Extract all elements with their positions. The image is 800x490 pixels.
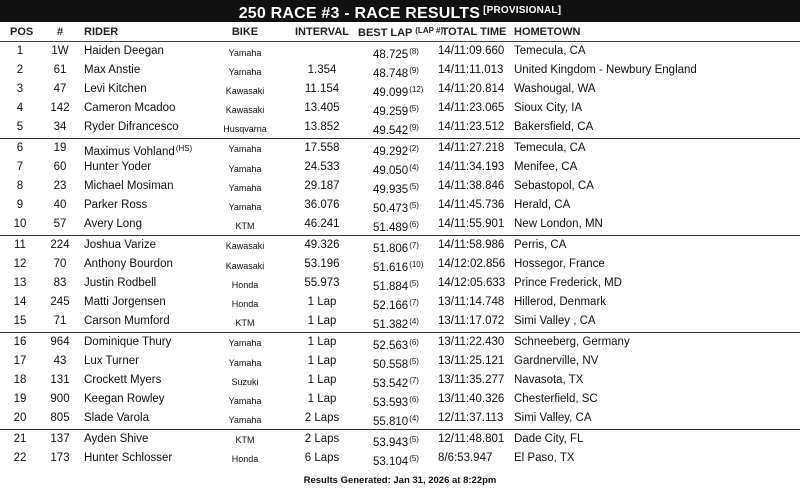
- best-lap-time: 51.806: [373, 242, 409, 255]
- cell-pos: 11: [14, 238, 26, 251]
- best-lap-number: (10): [409, 260, 424, 270]
- cell-number: 173: [50, 451, 70, 464]
- cell-pos: 20: [13, 412, 27, 425]
- rider-name: Ayden Shive: [84, 432, 149, 445]
- cell-total-time: 14/11:45.736: [438, 199, 505, 212]
- best-lap-number: (9): [409, 123, 419, 133]
- cell-pos: 18: [13, 374, 27, 387]
- cell-total-time: 14/11:09.660: [438, 45, 505, 57]
- best-lap-number: (6): [409, 395, 419, 405]
- cell-hometown: Sebastopol, CA: [514, 180, 594, 193]
- cell-number: 131: [50, 374, 70, 387]
- cell-hometown: Gardnerville, NV: [514, 355, 599, 367]
- cell-interval: 2 Laps: [304, 412, 340, 425]
- best-lap-number: (5): [409, 453, 419, 463]
- best-lap-number: (5): [409, 279, 419, 289]
- cell-pos: 1: [16, 45, 24, 57]
- table-row: [0, 255, 800, 274]
- rider-name: Levi Kitchen: [84, 83, 147, 96]
- cell-interval: 1 Lap: [307, 335, 337, 348]
- cell-total-time: 14/11:23.512: [438, 121, 505, 134]
- cell-hometown: United Kingdom - Newbury England: [514, 64, 697, 77]
- rider-class-tag: (HS): [175, 143, 193, 153]
- rider-name: Parker Ross: [84, 199, 148, 212]
- table-row: [0, 352, 800, 371]
- cell-interval: 24.533: [304, 161, 340, 174]
- table-header: [0, 23, 800, 42]
- cell-total-time: 13/11:14.748: [438, 296, 505, 309]
- cell-bike: Yamaha: [228, 201, 262, 212]
- cell-hometown: Bakersfield, CA: [514, 121, 594, 134]
- table-row: [0, 196, 800, 215]
- table-row: [0, 80, 800, 99]
- best-lap-number: (5): [409, 201, 419, 211]
- rider-name: Lux Turner: [84, 355, 139, 367]
- cell-pos: 22: [13, 451, 27, 464]
- cell-pos: 9: [16, 199, 24, 212]
- results-generated-note: Results Generated: Jan 31, 2026 at 8:22pm: [303, 475, 497, 486]
- table-row: [0, 99, 800, 118]
- cell-total-time: 14/11:38.846: [438, 180, 505, 193]
- best-lap-number: (6): [409, 220, 419, 230]
- rider-name: Ryder Difrancesco: [84, 121, 179, 134]
- cell-number: 245: [50, 296, 70, 309]
- cell-pos: 8: [16, 180, 24, 193]
- cell-hometown: El Paso, TX: [514, 451, 575, 464]
- cell-number: 900: [50, 393, 70, 406]
- best-lap-time: 51.489: [373, 222, 409, 235]
- page-title: 250 RACE #3 - RACE RESULTS: [238, 5, 481, 22]
- cell-bike: Yamaha: [228, 357, 262, 368]
- best-lap-time: 53.104: [373, 455, 409, 468]
- cell-interval: 17.558: [304, 141, 340, 154]
- best-lap-time: 49.935: [373, 184, 409, 197]
- best-lap-number: (5): [409, 434, 419, 444]
- cell-hometown: Prince Frederick, MD: [514, 277, 622, 290]
- table-row: [0, 158, 800, 177]
- cell-pos: 5: [16, 121, 24, 134]
- cell-interval: 13.405: [304, 102, 340, 115]
- cell-total-time: 13/11:17.072: [438, 315, 505, 328]
- cell-total-time: 14/11:55.901: [438, 218, 505, 231]
- rider-name: Haiden Deegan: [84, 45, 164, 57]
- cell-number: 137: [50, 432, 70, 445]
- rider-name: Carson Mumford: [84, 315, 170, 328]
- header-number: #: [56, 26, 64, 38]
- table-row: [0, 371, 800, 390]
- cell-pos: 16: [13, 335, 27, 348]
- rider-name: Michael Mosiman: [84, 180, 174, 193]
- cell-number: 57: [53, 218, 67, 231]
- cell-hometown: Schneeberg, Germany: [514, 335, 630, 348]
- cell-interval: 1 Lap: [307, 296, 337, 309]
- cell-hometown: Hossegor, France: [514, 258, 605, 271]
- rider-name: Avery Long: [84, 218, 142, 231]
- rider-name: Hunter Schlosser: [84, 451, 173, 464]
- rider-name: Maximus Vohland: [84, 145, 175, 158]
- cell-bike: Honda: [231, 298, 259, 309]
- table-row: [0, 118, 800, 137]
- cell-total-time: 12/11:37.113: [438, 412, 504, 425]
- cell-number: 19: [53, 141, 67, 154]
- cell-number: 1W: [51, 45, 69, 57]
- best-lap-time: 50.473: [373, 203, 409, 216]
- table-row: [0, 293, 800, 312]
- cell-interval: 29.187: [304, 180, 340, 193]
- best-lap-time: 53.593: [373, 397, 409, 410]
- cell-hometown: Hillerod, Denmark: [514, 296, 607, 309]
- cell-bike: KTM: [235, 317, 255, 328]
- cell-interval: 1 Lap: [307, 393, 337, 406]
- cell-pos: 21: [13, 432, 27, 445]
- best-lap-number: (4): [409, 414, 419, 424]
- rider-name: Matti Jorgensen: [84, 296, 166, 309]
- best-lap-time: 49.292: [373, 145, 409, 158]
- table-row: [0, 177, 800, 196]
- cell-interval: 49.326: [304, 238, 340, 251]
- rider-name: Crockett Myers: [84, 374, 162, 387]
- cell-total-time: 14/11:34.193: [438, 161, 505, 174]
- cell-number: 805: [50, 412, 70, 425]
- cell-hometown: Perris, CA: [514, 238, 567, 251]
- results-title-bar: [0, 0, 800, 22]
- cell-number: 71: [53, 315, 67, 328]
- cell-bike: Honda: [231, 454, 259, 465]
- best-lap-time: 52.563: [373, 339, 409, 352]
- cell-interval: 1 Lap: [307, 315, 337, 328]
- cell-bike: Yamaha: [228, 395, 262, 406]
- best-lap-number: (6): [409, 337, 419, 347]
- rider-name: Max Anstie: [84, 64, 141, 77]
- header-hometown: HOMETOWN: [514, 26, 581, 38]
- cell-bike: KTM: [235, 220, 255, 231]
- cell-total-time: 14/11:20.814: [438, 83, 505, 96]
- rider-name: Anthony Bourdon: [84, 258, 173, 271]
- cell-hometown: New London, MN: [514, 218, 603, 231]
- cell-bike: Yamaha: [228, 338, 262, 349]
- cell-total-time: 14/12:02.856: [438, 258, 506, 271]
- cell-bike: KTM: [235, 435, 255, 446]
- cell-hometown: Temecula, CA: [514, 45, 586, 57]
- cell-pos: 12: [13, 258, 27, 271]
- cell-bike: Honda: [231, 279, 259, 290]
- best-lap-number: (8): [409, 47, 419, 56]
- cell-total-time: 14/11:11.013: [438, 64, 504, 77]
- cell-interval: 55.973: [304, 277, 340, 290]
- table-row: [0, 215, 800, 234]
- cell-interval: 11.154: [304, 83, 340, 96]
- cell-bike: Husqvarna: [223, 123, 267, 134]
- best-lap-number: (7): [409, 240, 419, 250]
- rider-name: Slade Varola: [84, 412, 149, 425]
- cell-hometown: Simi Valley , CA: [514, 315, 596, 328]
- best-lap-number: (4): [409, 163, 419, 173]
- cell-hometown: Simi Valley, CA: [514, 412, 592, 425]
- table-row: [0, 274, 800, 293]
- best-lap-time: 48.748: [373, 68, 409, 81]
- cell-hometown: Herald, CA: [514, 199, 571, 212]
- table-row: [0, 449, 800, 468]
- best-lap-number: (5): [409, 104, 419, 114]
- cell-total-time: 8/6:53.947: [438, 451, 493, 464]
- header-best-lap-label: BEST LAP: [358, 27, 413, 39]
- cell-total-time: 14/12:05.633: [438, 277, 506, 290]
- cell-bike: Yamaha: [228, 47, 262, 58]
- best-lap-time: 53.943: [373, 436, 409, 449]
- cell-bike: Kawasaki: [225, 241, 265, 252]
- cell-bike: Yamaha: [228, 144, 262, 155]
- best-lap-time: 52.166: [373, 300, 409, 313]
- table-row: [0, 312, 800, 331]
- cell-bike: Yamaha: [228, 414, 262, 425]
- rider-name: Dominique Thury: [84, 335, 172, 348]
- rider-name: Cameron Mcadoo: [84, 102, 176, 115]
- cell-number: 23: [53, 180, 67, 193]
- header-pos: POS: [10, 26, 34, 38]
- table-row: [0, 235, 800, 255]
- cell-total-time: 14/11:27.218: [438, 141, 505, 154]
- cell-hometown: Navasota, TX: [514, 374, 584, 387]
- header-best-lap-sup: (LAP #): [415, 26, 444, 35]
- header-total-time: TOTAL TIME: [441, 26, 507, 38]
- best-lap-time: 51.616: [373, 262, 409, 275]
- best-lap-number: (2): [409, 143, 419, 153]
- cell-interval: 36.076: [304, 199, 340, 212]
- table-row: [0, 332, 800, 352]
- cell-bike: Yamaha: [228, 182, 262, 193]
- best-lap-number: (7): [409, 298, 419, 308]
- best-lap-number: (5): [409, 182, 419, 192]
- cell-interval: 13.852: [304, 121, 340, 134]
- header-best-lap: [358, 26, 444, 39]
- cell-total-time: 13/11:35.277: [438, 374, 505, 387]
- table-row: [0, 138, 800, 158]
- results-table: [0, 42, 800, 468]
- cell-pos: 15: [13, 315, 27, 328]
- cell-total-time: 13/11:40.326: [438, 393, 505, 406]
- cell-bike: Kawasaki: [225, 85, 265, 96]
- cell-number: 83: [53, 277, 67, 290]
- cell-total-time: 13/11:22.430: [438, 335, 505, 348]
- cell-bike: Yamaha: [228, 66, 262, 77]
- cell-interval: 53.196: [304, 258, 340, 271]
- best-lap-number: (7): [409, 376, 419, 386]
- best-lap-time: 55.810: [373, 416, 409, 429]
- rider-name: Hunter Yoder: [84, 161, 152, 174]
- rider-name: Keegan Rowley: [84, 393, 165, 406]
- cell-pos: 17: [13, 355, 27, 367]
- cell-number: 224: [50, 238, 70, 251]
- cell-pos: 6: [16, 141, 24, 154]
- table-row: [0, 61, 800, 80]
- best-lap-number: (9): [409, 66, 419, 76]
- cell-pos: 3: [16, 83, 24, 96]
- cell-hometown: Menifee, CA: [514, 161, 578, 174]
- cell-interval: 6 Laps: [304, 451, 340, 464]
- best-lap-number: (12): [409, 85, 424, 95]
- cell-hometown: Sioux City, IA: [514, 102, 583, 115]
- best-lap-number: (5): [409, 357, 419, 366]
- cell-hometown: Temecula, CA: [514, 141, 586, 154]
- cell-total-time: 14/11:58.986: [438, 238, 505, 251]
- cell-total-time: 14/11:23.065: [438, 102, 505, 115]
- cell-number: 61: [53, 64, 67, 77]
- cell-hometown: Washougal, WA: [514, 83, 596, 96]
- best-lap-time: 49.542: [373, 125, 409, 138]
- provisional-badge: [PROVISIONAL]: [483, 5, 562, 16]
- cell-interval: 1.354: [307, 64, 337, 77]
- best-lap-time: 51.884: [373, 281, 409, 294]
- cell-pos: 10: [13, 218, 27, 231]
- best-lap-time: 49.259: [373, 106, 409, 119]
- cell-bike: Kawasaki: [225, 260, 265, 271]
- cell-bike: Suzuki: [231, 376, 259, 387]
- cell-pos: 7: [16, 161, 24, 174]
- cell-number: 142: [50, 102, 70, 115]
- table-row: [0, 42, 800, 61]
- cell-interval: 46.241: [304, 218, 340, 231]
- table-row: [0, 390, 800, 409]
- cell-hometown: Dade City, FL: [514, 432, 584, 445]
- rider-name: Justin Rodbell: [84, 277, 157, 290]
- cell-number: 34: [53, 121, 67, 134]
- best-lap-time: 51.382: [373, 319, 409, 332]
- cell-number: 964: [50, 335, 70, 348]
- header-bike: BIKE: [231, 26, 259, 38]
- cell-bike: Kawasaki: [225, 104, 265, 115]
- header-interval: INTERVAL: [295, 26, 349, 38]
- best-lap-number: (4): [409, 317, 419, 327]
- cell-interval: 1 Lap: [307, 374, 337, 387]
- cell-number: 47: [53, 83, 67, 96]
- cell-bike: Yamaha: [228, 163, 262, 174]
- cell-number: 43: [53, 355, 67, 367]
- cell-pos: 19: [13, 393, 27, 406]
- table-row: [0, 409, 800, 428]
- best-lap-time: 49.050: [373, 165, 409, 178]
- cell-interval: 1 Lap: [307, 355, 337, 367]
- cell-pos: 13: [13, 277, 27, 290]
- cell-total-time: 12/11:48.801: [438, 432, 505, 445]
- cell-number: 40: [53, 199, 67, 212]
- cell-number: 60: [53, 161, 67, 174]
- cell-pos: 2: [16, 64, 24, 77]
- cell-pos: 14: [13, 296, 27, 309]
- best-lap-time: 48.725: [373, 49, 409, 61]
- best-lap-time: 50.558: [373, 359, 409, 371]
- cell-number: 70: [53, 258, 67, 271]
- cell-total-time: 13/11:25.121: [438, 355, 505, 367]
- best-lap-time: 49.099: [373, 87, 409, 100]
- cell-pos: 4: [16, 102, 24, 115]
- cell-hometown: Chesterfield, SC: [514, 393, 598, 406]
- table-row: [0, 429, 800, 449]
- best-lap-time: 53.542: [373, 378, 409, 391]
- rider-name: Joshua Varize: [84, 238, 157, 251]
- cell-interval: 2 Laps: [304, 432, 340, 445]
- header-rider: RIDER: [84, 26, 119, 38]
